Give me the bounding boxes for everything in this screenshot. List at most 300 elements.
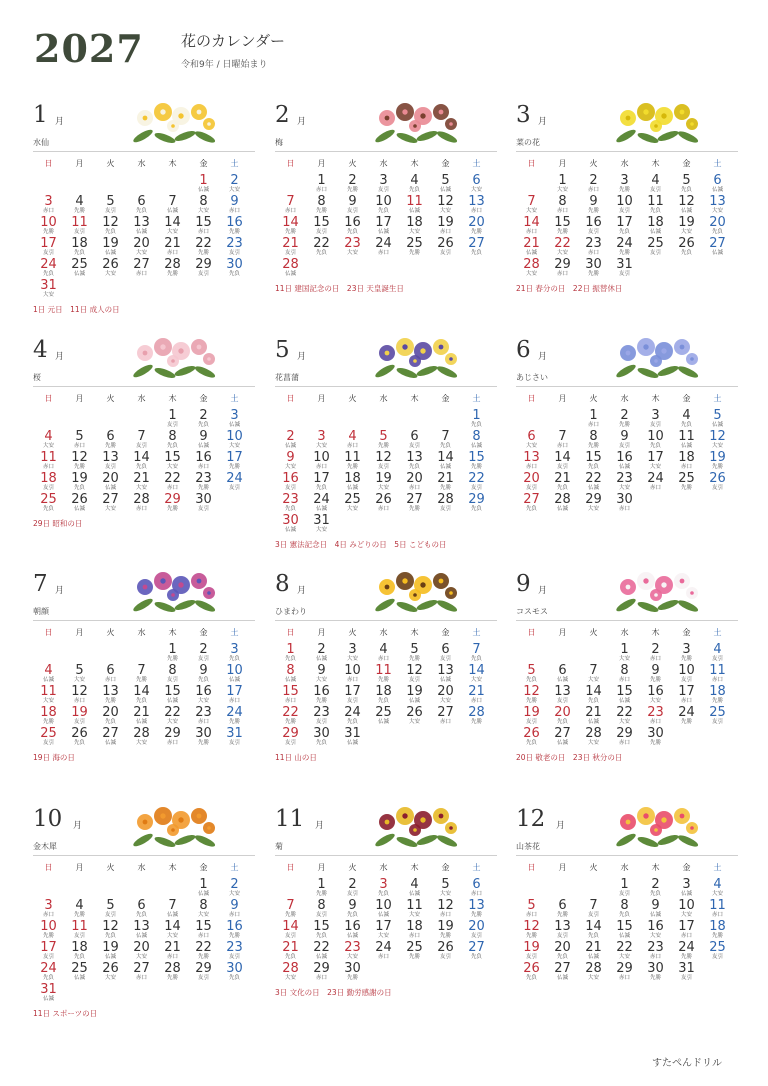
day-number: 27 xyxy=(468,940,485,955)
day-number: 7 xyxy=(168,898,177,913)
day-cell xyxy=(157,430,188,451)
day-cell xyxy=(275,664,306,685)
rokuyo-label: 大安 xyxy=(104,506,116,512)
day-cell xyxy=(219,706,250,727)
day-number: 26 xyxy=(71,492,88,507)
day-number: 7 xyxy=(441,429,450,444)
day-cell xyxy=(275,962,306,983)
day-cell xyxy=(640,409,671,430)
rokuyo-label: 大安 xyxy=(42,292,54,298)
day-cell xyxy=(33,237,64,258)
day-cell xyxy=(399,706,430,727)
rokuyo-label: 先負 xyxy=(42,506,54,512)
flower-name: 山茶花 xyxy=(516,842,540,851)
day-cell xyxy=(306,706,337,727)
day-cell xyxy=(671,195,702,216)
day-cell xyxy=(609,878,640,899)
day-cell xyxy=(33,706,64,727)
rokuyo-label: 仏滅 xyxy=(73,506,85,512)
day-number: 15 xyxy=(616,684,633,699)
weekday-header: 月 xyxy=(75,863,84,872)
day-number: 20 xyxy=(102,471,119,486)
day-cell xyxy=(95,258,126,279)
day-number: 20 xyxy=(468,919,485,934)
day-cell xyxy=(337,643,368,664)
rokuyo-label: 先勝 xyxy=(439,933,451,939)
flower-name: 桜 xyxy=(33,373,41,382)
day-cell xyxy=(126,920,157,941)
day-number: 3 xyxy=(651,408,660,423)
day-number: 9 xyxy=(317,663,326,678)
rokuyo-label: 先負 xyxy=(556,719,568,725)
rokuyo-label: 先負 xyxy=(711,229,723,235)
day-cell xyxy=(578,685,609,706)
day-cell xyxy=(95,451,126,472)
day-number: 27 xyxy=(406,492,423,507)
rokuyo-label: 友引 xyxy=(197,506,209,512)
day-cell xyxy=(578,216,609,237)
rokuyo-label: 友引 xyxy=(556,698,568,704)
rokuyo-label: 先勝 xyxy=(649,740,661,746)
month-8 xyxy=(275,571,497,791)
day-number: 8 xyxy=(317,194,326,209)
day-cell xyxy=(157,962,188,983)
rokuyo-label: 友引 xyxy=(197,656,209,662)
day-number: 6 xyxy=(472,877,481,892)
rokuyo-label: 大安 xyxy=(73,677,85,683)
rokuyo-label: 先勝 xyxy=(680,954,692,960)
day-number: 3 xyxy=(230,408,239,423)
day-number: 17 xyxy=(375,215,392,230)
day-cell xyxy=(461,941,492,962)
rokuyo-label: 大安 xyxy=(135,740,147,746)
day-number: 2 xyxy=(589,173,598,188)
plum-blossom-icon xyxy=(365,94,465,150)
rokuyo-label: 先勝 xyxy=(680,485,692,491)
day-cell xyxy=(337,941,368,962)
rokuyo-label: 友引 xyxy=(228,740,240,746)
day-cell xyxy=(157,685,188,706)
day-number: 21 xyxy=(282,236,299,251)
day-cell xyxy=(578,451,609,472)
day-cell xyxy=(219,920,250,941)
day-number: 16 xyxy=(344,919,361,934)
month-12 xyxy=(516,806,738,1026)
day-cell xyxy=(337,174,368,195)
day-number: 14 xyxy=(133,684,150,699)
day-number: 26 xyxy=(523,726,540,741)
day-cell xyxy=(64,899,95,920)
day-number: 1 xyxy=(286,642,295,657)
holiday-note: 11日 山の日 xyxy=(275,753,317,762)
day-number: 18 xyxy=(406,919,423,934)
day-number: 20 xyxy=(133,940,150,955)
day-number: 24 xyxy=(678,705,695,720)
day-cell xyxy=(399,451,430,472)
month-number: 6 xyxy=(516,337,531,363)
rokuyo-label: 先負 xyxy=(284,656,296,662)
rokuyo-label: 先勝 xyxy=(104,443,116,449)
day-cell xyxy=(306,643,337,664)
rokuyo-label: 赤口 xyxy=(104,677,116,683)
rokuyo-label: 大安 xyxy=(315,677,327,683)
rokuyo-label: 先負 xyxy=(346,229,358,235)
month-divider xyxy=(516,386,738,387)
day-cell xyxy=(547,174,578,195)
day-number: 12 xyxy=(523,684,540,699)
rokuyo-label: 仏滅 xyxy=(135,719,147,725)
day-cell xyxy=(275,514,306,535)
day-number: 22 xyxy=(313,236,330,251)
rokuyo-label: 友引 xyxy=(377,464,389,470)
rokuyo-label: 友引 xyxy=(711,656,723,662)
day-cell xyxy=(337,920,368,941)
day-cell xyxy=(33,941,64,962)
rokuyo-label: 先勝 xyxy=(228,719,240,725)
day-cell xyxy=(188,237,219,258)
rokuyo-label: 先勝 xyxy=(711,464,723,470)
day-cell xyxy=(578,409,609,430)
day-cell xyxy=(306,472,337,493)
day-cell xyxy=(399,920,430,941)
rokuyo-label: 先負 xyxy=(315,740,327,746)
day-cell xyxy=(157,409,188,430)
day-number: 7 xyxy=(168,194,177,209)
day-number: 9 xyxy=(651,898,660,913)
rokuyo-label: 大安 xyxy=(315,527,327,533)
rokuyo-label: 仏滅 xyxy=(649,912,661,918)
day-cell xyxy=(306,514,337,535)
rokuyo-label: 赤口 xyxy=(470,208,482,214)
weekday-header: 火 xyxy=(589,863,598,872)
day-cell xyxy=(219,195,250,216)
day-cell xyxy=(461,409,492,430)
rokuyo-label: 赤口 xyxy=(680,933,692,939)
day-cell xyxy=(547,493,578,514)
rokuyo-label: 仏滅 xyxy=(470,443,482,449)
month-number: 1 xyxy=(33,102,48,128)
day-number: 7 xyxy=(589,663,598,678)
month-suffix: 月 xyxy=(55,352,65,362)
weekday-header: 土 xyxy=(230,394,239,403)
day-cell xyxy=(399,472,430,493)
day-cell xyxy=(430,237,461,258)
rokuyo-label: 仏滅 xyxy=(377,912,389,918)
rokuyo-label: 大安 xyxy=(618,485,630,491)
rokuyo-label: 友引 xyxy=(649,422,661,428)
day-number: 8 xyxy=(558,194,567,209)
holiday-note: 3日 憲法記念日 4日 みどりの日 5日 こどもの日 xyxy=(275,540,447,549)
rokuyo-label: 仏滅 xyxy=(315,506,327,512)
rokuyo-label: 大安 xyxy=(228,443,240,449)
day-cell xyxy=(578,472,609,493)
day-cell xyxy=(95,216,126,237)
rokuyo-label: 仏滅 xyxy=(42,677,54,683)
day-number: 30 xyxy=(344,961,361,976)
rokuyo-label: 先勝 xyxy=(228,933,240,939)
day-number: 19 xyxy=(678,215,695,230)
weekday-header: 水 xyxy=(137,159,146,168)
day-number: 3 xyxy=(379,173,388,188)
day-cell xyxy=(368,195,399,216)
rokuyo-label: 先負 xyxy=(42,271,54,277)
day-cell xyxy=(188,941,219,962)
day-number: 9 xyxy=(651,663,660,678)
day-number: 17 xyxy=(678,919,695,934)
weekday-header: 日 xyxy=(44,394,53,403)
day-cell xyxy=(461,451,492,472)
month-suffix: 月 xyxy=(556,821,566,831)
day-number: 31 xyxy=(344,726,361,741)
day-cell xyxy=(188,174,219,195)
day-cell xyxy=(219,878,250,899)
rokuyo-label: 赤口 xyxy=(377,656,389,662)
day-cell xyxy=(188,643,219,664)
day-cell xyxy=(516,941,547,962)
rokuyo-label: 先勝 xyxy=(284,719,296,725)
rokuyo-label: 先勝 xyxy=(377,677,389,683)
month-divider xyxy=(516,620,738,621)
weekday-header: 月 xyxy=(317,863,326,872)
day-cell xyxy=(126,899,157,920)
weekday-header: 火 xyxy=(589,394,598,403)
day-number: 16 xyxy=(226,215,243,230)
day-number: 17 xyxy=(344,684,361,699)
day-number: 24 xyxy=(616,236,633,251)
rokuyo-label: 仏滅 xyxy=(377,719,389,725)
rokuyo-label: 仏滅 xyxy=(197,443,209,449)
day-cell xyxy=(702,430,733,451)
rokuyo-label: 赤口 xyxy=(228,208,240,214)
weekday-header: 火 xyxy=(348,394,357,403)
rokuyo-label: 先勝 xyxy=(587,208,599,214)
day-number: 13 xyxy=(523,450,540,465)
rokuyo-label: 先負 xyxy=(587,933,599,939)
day-number: 7 xyxy=(589,898,598,913)
day-cell xyxy=(368,216,399,237)
day-number: 17 xyxy=(40,940,57,955)
day-number: 1 xyxy=(199,173,208,188)
day-number: 1 xyxy=(620,642,629,657)
day-cell xyxy=(157,472,188,493)
rokuyo-label: 大安 xyxy=(42,443,54,449)
weekday-header: 金 xyxy=(199,159,208,168)
day-number: 6 xyxy=(137,898,146,913)
day-cell xyxy=(188,472,219,493)
weekday-header: 火 xyxy=(348,628,357,637)
day-number: 16 xyxy=(616,450,633,465)
day-number: 4 xyxy=(651,173,660,188)
day-cell xyxy=(671,920,702,941)
day-number: 28 xyxy=(585,961,602,976)
day-number: 4 xyxy=(348,429,357,444)
rokuyo-label: 大安 xyxy=(346,656,358,662)
rokuyo-label: 仏滅 xyxy=(587,719,599,725)
rokuyo-label: 先勝 xyxy=(408,250,420,256)
day-cell xyxy=(368,664,399,685)
rokuyo-label: 仏滅 xyxy=(166,208,178,214)
day-number: 2 xyxy=(317,642,326,657)
day-number: 22 xyxy=(282,705,299,720)
day-number: 24 xyxy=(375,940,392,955)
rokuyo-label: 友引 xyxy=(284,485,296,491)
rokuyo-label: 友引 xyxy=(42,485,54,491)
calendar-subtitle: 令和9年 / 日曜始まり xyxy=(181,60,268,70)
day-number: 25 xyxy=(406,940,423,955)
rokuyo-label: 大安 xyxy=(711,208,723,214)
day-number: 25 xyxy=(71,257,88,272)
day-cell xyxy=(64,664,95,685)
day-number: 26 xyxy=(678,236,695,251)
weekday-header: 日 xyxy=(527,863,536,872)
rokuyo-label: 大安 xyxy=(587,975,599,981)
rokuyo-label: 大安 xyxy=(470,677,482,683)
rokuyo-label: 友引 xyxy=(197,271,209,277)
day-number: 23 xyxy=(226,236,243,251)
day-number: 2 xyxy=(199,642,208,657)
rokuyo-label: 友引 xyxy=(587,229,599,235)
rokuyo-label: 大安 xyxy=(284,464,296,470)
day-number: 7 xyxy=(137,663,146,678)
day-number: 17 xyxy=(40,236,57,251)
day-number: 6 xyxy=(558,663,567,678)
day-cell xyxy=(275,258,306,279)
day-cell xyxy=(368,899,399,920)
day-number: 12 xyxy=(678,194,695,209)
day-cell xyxy=(640,941,671,962)
day-number: 19 xyxy=(437,919,454,934)
rokuyo-label: 友引 xyxy=(470,933,482,939)
day-number: 22 xyxy=(164,705,181,720)
rokuyo-label: 仏滅 xyxy=(315,656,327,662)
day-cell xyxy=(609,216,640,237)
day-number: 28 xyxy=(282,961,299,976)
month-number: 5 xyxy=(275,337,290,363)
day-number: 14 xyxy=(468,663,485,678)
rokuyo-label: 赤口 xyxy=(315,975,327,981)
day-cell xyxy=(640,685,671,706)
day-number: 25 xyxy=(40,726,57,741)
rokuyo-label: 大安 xyxy=(135,954,147,960)
day-cell xyxy=(126,430,157,451)
day-cell xyxy=(95,685,126,706)
day-cell xyxy=(430,493,461,514)
day-number: 18 xyxy=(678,450,695,465)
day-number: 15 xyxy=(164,684,181,699)
rokuyo-label: 仏滅 xyxy=(284,443,296,449)
rokuyo-label: 仏滅 xyxy=(346,740,358,746)
rokuyo-label: 仏滅 xyxy=(680,891,692,897)
day-cell xyxy=(702,237,733,258)
day-number: 7 xyxy=(558,429,567,444)
day-number: 26 xyxy=(709,471,726,486)
day-number: 1 xyxy=(168,408,177,423)
day-number: 22 xyxy=(313,940,330,955)
day-number: 14 xyxy=(282,919,299,934)
weekday-header: 月 xyxy=(558,159,567,168)
day-number: 11 xyxy=(71,919,88,934)
weekday-header: 木 xyxy=(168,159,177,168)
day-number: 23 xyxy=(616,471,633,486)
day-cell xyxy=(702,195,733,216)
day-cell xyxy=(547,472,578,493)
rokuyo-label: 赤口 xyxy=(525,464,537,470)
rokuyo-label: 先負 xyxy=(618,229,630,235)
rokuyo-label: 大安 xyxy=(377,485,389,491)
rokuyo-label: 大安 xyxy=(680,229,692,235)
rokuyo-label: 赤口 xyxy=(166,485,178,491)
month-number: 4 xyxy=(33,337,48,363)
day-number: 17 xyxy=(678,684,695,699)
day-cell xyxy=(640,430,671,451)
rokuyo-label: 仏滅 xyxy=(587,954,599,960)
rokuyo-label: 仏滅 xyxy=(408,698,420,704)
day-cell xyxy=(609,643,640,664)
day-cell xyxy=(157,941,188,962)
day-cell xyxy=(399,216,430,237)
weekday-header: 火 xyxy=(589,628,598,637)
rokuyo-label: 先負 xyxy=(346,719,358,725)
day-number: 27 xyxy=(102,492,119,507)
month-suffix: 月 xyxy=(297,117,307,127)
day-cell xyxy=(609,920,640,941)
day-number: 3 xyxy=(230,642,239,657)
day-number: 29 xyxy=(195,961,212,976)
month-divider xyxy=(275,620,497,621)
day-cell xyxy=(219,451,250,472)
day-cell xyxy=(430,920,461,941)
holiday-note: 3日 文化の日 23日 勤労感謝の日 xyxy=(275,988,392,997)
day-number: 31 xyxy=(313,513,330,528)
calendar-year: 2027 xyxy=(34,26,144,71)
day-number: 17 xyxy=(226,684,243,699)
rokuyo-label: 友引 xyxy=(346,208,358,214)
rokuyo-label: 友引 xyxy=(556,933,568,939)
day-number: 16 xyxy=(195,450,212,465)
rokuyo-label: 先勝 xyxy=(587,443,599,449)
day-number: 21 xyxy=(554,471,571,486)
rokuyo-label: 先負 xyxy=(197,422,209,428)
day-cell xyxy=(671,237,702,258)
day-number: 22 xyxy=(616,705,633,720)
day-number: 31 xyxy=(40,982,57,997)
day-cell xyxy=(609,430,640,451)
rokuyo-label: 先勝 xyxy=(618,187,630,193)
day-number: 13 xyxy=(554,919,571,934)
day-cell xyxy=(547,727,578,748)
rokuyo-label: 仏滅 xyxy=(618,933,630,939)
day-number: 14 xyxy=(585,919,602,934)
weekday-header: 火 xyxy=(348,863,357,872)
day-number: 2 xyxy=(230,877,239,892)
rokuyo-label: 仏滅 xyxy=(556,740,568,746)
rokuyo-label: 仏滅 xyxy=(377,229,389,235)
brand-label: すたぺんドリル xyxy=(652,1058,722,1069)
day-cell xyxy=(461,472,492,493)
weekday-header: 日 xyxy=(44,628,53,637)
day-cell xyxy=(157,727,188,748)
day-number: 24 xyxy=(678,940,695,955)
month-4 xyxy=(33,337,255,557)
rokuyo-label: 大安 xyxy=(649,933,661,939)
day-number: 9 xyxy=(348,194,357,209)
day-cell xyxy=(33,451,64,472)
day-number: 27 xyxy=(709,236,726,251)
day-number: 17 xyxy=(616,215,633,230)
rokuyo-label: 友引 xyxy=(228,954,240,960)
day-cell xyxy=(337,216,368,237)
day-number: 21 xyxy=(585,940,602,955)
